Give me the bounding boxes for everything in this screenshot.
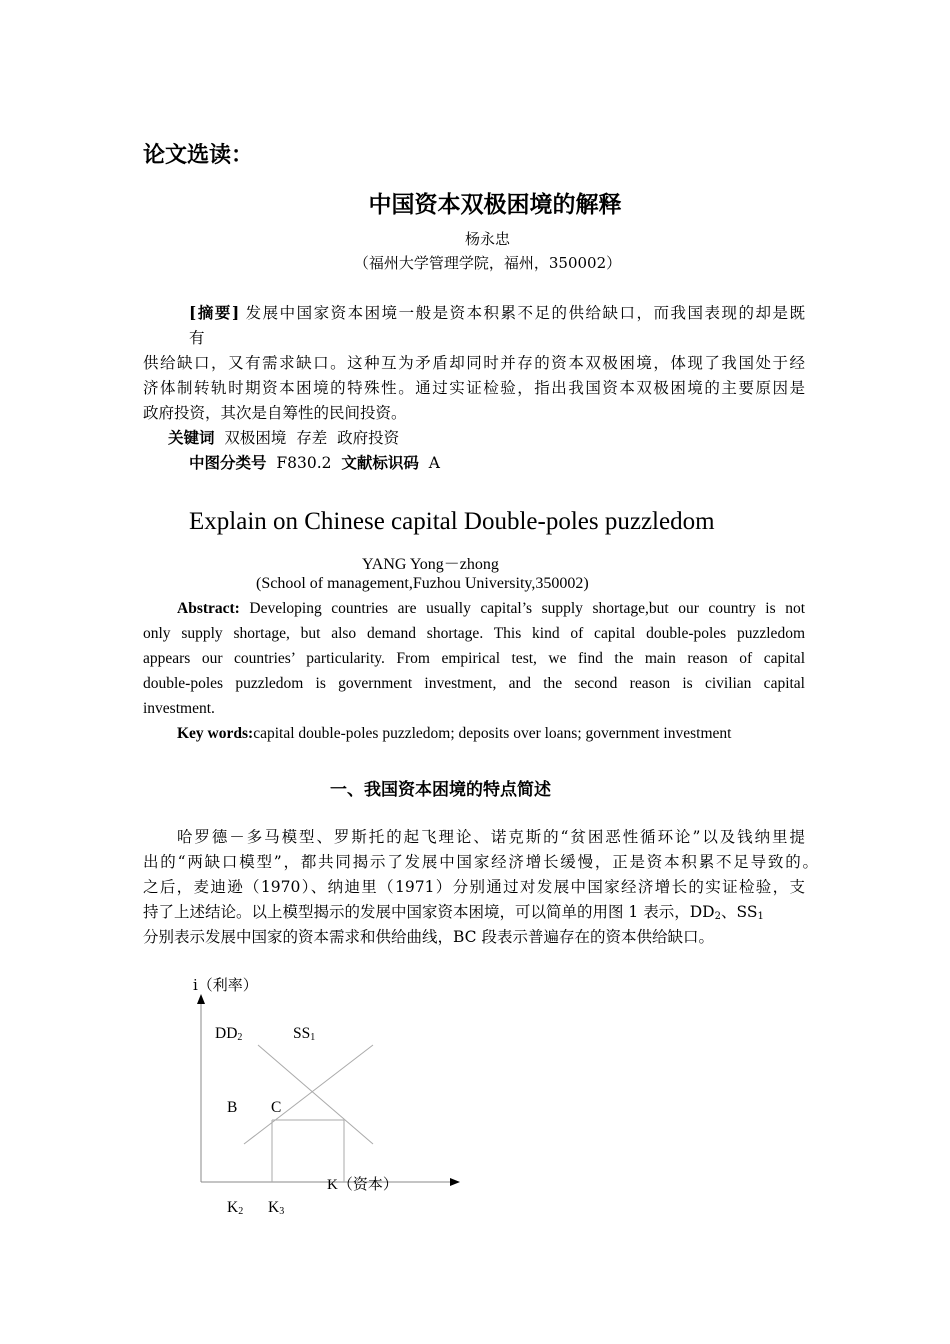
en-keywords: Key words:capital double-poles puzzledom; deposits over loans; government investment (177, 725, 732, 742)
body-line: 之后，麦迪逊（1970）、纳迪里（1971）分别通过对发展中国家经济增长的实证检验，支 (143, 878, 805, 896)
cn-affiliation: （福州大学管理学院，福州，350002） (353, 254, 622, 272)
cn-keywords: 关键词 双极困境 存差 政府投资 (168, 428, 400, 447)
body-line: 分别表示发展中国家的资本需求和供给曲线，BC 段表示普遍存在的资本供给缺口。 (143, 928, 714, 946)
section-heading: 一、我国资本困境的特点简述 (330, 780, 551, 800)
section-label: 论文选读： (143, 142, 254, 168)
cn-abstract-line: 政府投资，其次是自筹性的民间投资。 (143, 404, 407, 422)
en-abstract-line: Abstract: Developing countries are usually capital’s supply shortage,but our country is not (177, 600, 806, 617)
cn-abstract-line: 供给缺口，又有需求缺口。这种互为矛盾却同时并存的资本双极困境，体现了我国处于经 (143, 354, 805, 372)
en-abstract-line: appears our countries’ particularity. From empirical test, we find the main reason of capital (143, 650, 805, 667)
body-line: 持了上述结论。以上模型揭示的发展中国家资本困境，可以简单的用图 1 表示，$DD_2$、$SS_1$ (143, 903, 764, 922)
point-c-label: C (271, 1099, 282, 1116)
dd-label: $DD_2$ (215, 1025, 243, 1043)
demand-curve-dd (258, 1045, 373, 1144)
body-line: 哈罗德－多马模型、罗斯托的起飞理论、诺克斯的“贫困恶性循环论”以及钱纳里提 (177, 828, 805, 846)
cn-abstract-label: [摘要] (189, 303, 240, 322)
y-axis-arrow-icon (197, 994, 205, 1004)
k2-label: $K_2$ (227, 1199, 244, 1217)
cn-title: 中国资本双极困境的解释 (368, 191, 622, 218)
k3-label: $K_3$ (268, 1199, 285, 1217)
cn-abstract-line: [摘要] 发展中国家资本困境一般是资本积累不足的供给缺口，而我国表现的却是既 (189, 303, 806, 322)
en-abstract-line: double-poles puzzledom is government investment, and the second reason is civilian capital (143, 675, 805, 692)
cn-classification: 中图分类号 F830.2 文献标识码 A (189, 453, 440, 472)
x-axis-arrow-icon (450, 1178, 460, 1186)
en-abstract-line: investment. (143, 700, 215, 717)
en-author: YANG Yong－zhong (362, 556, 499, 573)
cn-abstract-line: 济体制转轨时期资本困境的特殊性。通过实证检验，指出我国资本双极困境的主要原因是 (143, 379, 805, 397)
body-line: 出的“两缺口模型”，都共同揭示了发展中国家经济增长缓慢，正是资本积累不足导致的。 (143, 853, 818, 871)
cn-author: 杨永忠 (464, 230, 510, 248)
en-title: Explain on Chinese capital Double-poles puzzledom (189, 508, 715, 535)
en-abstract-line: only supply shortage, but also demand shortage. This kind of capital double-poles puzzledom (143, 625, 805, 642)
y-axis-label: i（利率） (193, 976, 258, 994)
cn-abstract-line: 有 (189, 329, 205, 347)
supply-curve-ss (244, 1045, 373, 1144)
en-affiliation: (School of management,Fuzhou University,350002) (256, 575, 589, 592)
ss-label: $SS_1$ (293, 1025, 316, 1043)
point-b-label: B (227, 1099, 238, 1116)
x-axis-label: K（资本） (327, 1177, 398, 1193)
